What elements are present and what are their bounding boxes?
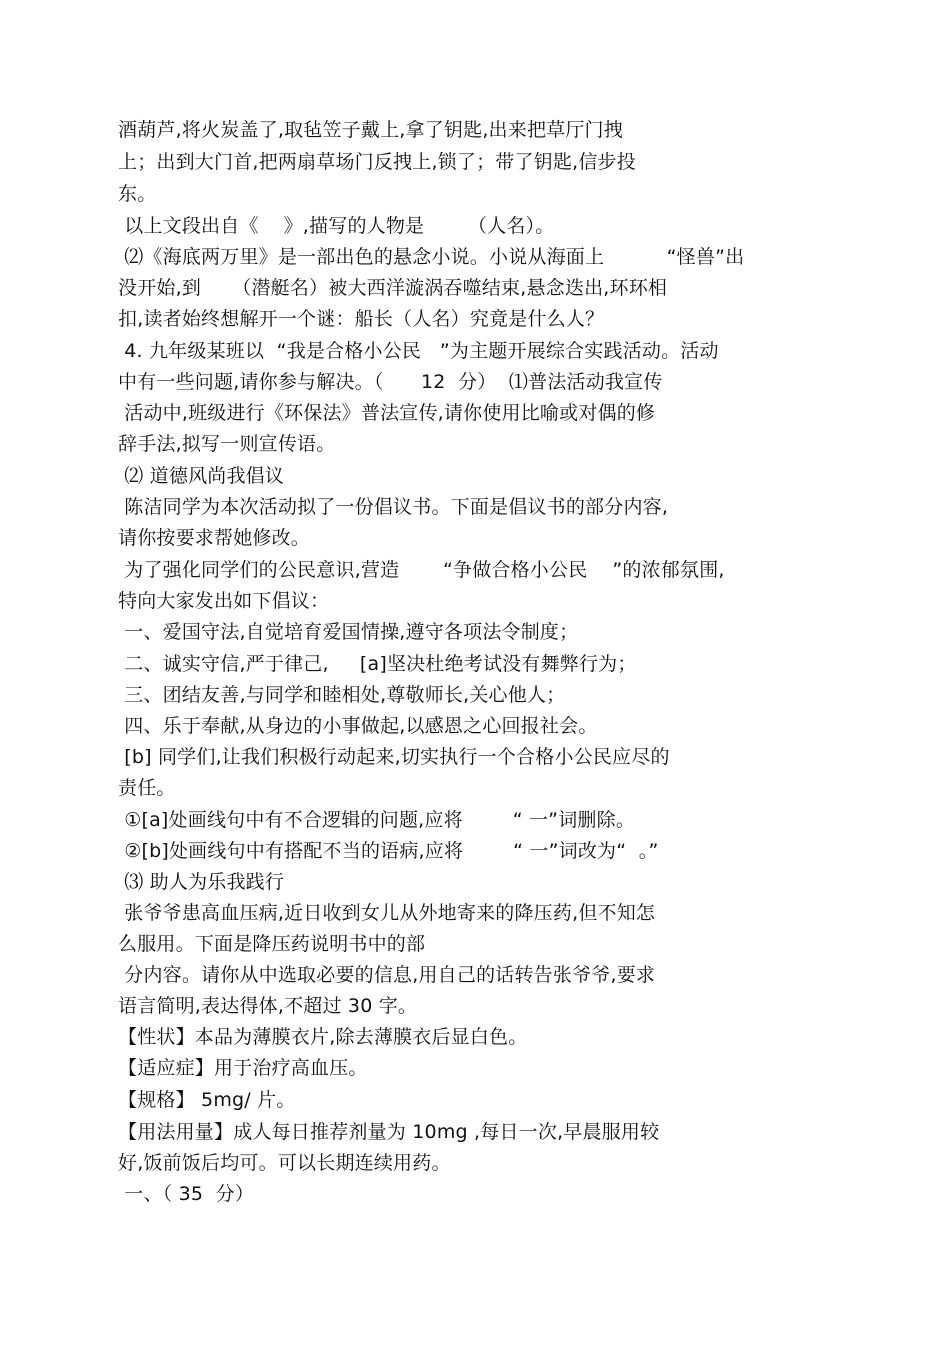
text-line: 【性状】本品为薄膜衣片,除去薄膜衣后显白色。	[118, 1026, 528, 1048]
text-line: 【适应症】用于治疗高血压。	[118, 1057, 368, 1079]
text-line: 二、诚实守信,严于律己, [a]坚决杜绝考试没有舞弊行为；	[118, 653, 637, 675]
text-line: 中有一些问题,请你参与解决。（ 12 分） ⑴普法活动我宣传	[118, 371, 663, 393]
text-line: 活动中,班级进行《环保法》普法宣传,请你使用比喻或对偶的修	[118, 402, 656, 424]
text-line: 语言简明,表达得体,不超过 30 字。	[118, 995, 418, 1017]
text-line: 三、团结友善,与同学和睦相处,尊敬师长,关心他人；	[118, 684, 566, 706]
text-line: 陈洁同学为本次活动拟了一份倡议书。下面是倡议书的部分内容,	[118, 496, 669, 518]
text-line: 东。	[118, 183, 157, 205]
text-line: [b] 同学们,让我们积极行动起来,切实执行一个合格小公民应尽的	[118, 746, 670, 768]
text-line: 辞手法,拟写一则宣传语。	[118, 433, 336, 455]
text-line: 一、爱国守法,自觉培育爱国情操,遵守各项法令制度；	[118, 621, 579, 643]
text-line: 以上文段出自《 》,描写的人物是 （人名）。	[118, 215, 555, 237]
text-line: 为了强化同学们的公民意识,营造 “争做合格小公民 ”的浓郁氛围,	[118, 559, 725, 581]
text-line: 好,饭前饭后均可。可以长期连续用药。	[118, 1152, 451, 1174]
text-line: 么服用。下面是降压药说明书中的部	[118, 933, 426, 955]
text-line: ⑵《海底两万里》是一部出色的悬念小说。小说从海面上 “怪兽”出	[118, 246, 745, 268]
text-line: 扣,读者始终想解开一个谜：船长（人名）究竟是什么人？	[118, 308, 605, 330]
text-line: 没开始,到 （潜艇名）被大西洋漩涡吞噬结束,悬念迭出,环环相	[118, 277, 668, 299]
text-line: 特向大家发出如下倡议：	[118, 590, 330, 612]
text-line: ⑵ 道德风尚我倡议	[118, 465, 285, 487]
text-line: 分内容。请你从中选取必要的信息,用自己的话转告张爷爷,要求	[118, 964, 656, 986]
text-line: 【规格】 5mg/ 片。	[118, 1089, 296, 1111]
text-line: 责任。	[118, 777, 176, 799]
text-line: ⑶ 助人为乐我践行	[118, 871, 285, 893]
text-line: 张爷爷患高血压病,近日收到女儿从外地寄来的降压药,但不知怎	[118, 902, 656, 924]
text-line: 【用法用量】成人每日推荐剂量为 10mg ,每日一次,早晨服用较	[118, 1121, 660, 1143]
text-line: ①[a]处画线句中有不合逻辑的问题,应将 “ 一”词删除。	[118, 809, 636, 831]
text-line: 四、乐于奉献,从身边的小事做起,以感恩之心回报社会。	[118, 715, 598, 737]
text-line: ②[b]处画线句中有搭配不当的语病,应将 “ 一”词改为“ 。”	[118, 840, 659, 862]
text-line: 4. 九年级某班以 “我是合格小公民 ”为主题开展综合实践活动。活动	[118, 340, 719, 362]
text-line: 一、（ 35 分）	[118, 1183, 255, 1205]
text-line: 酒葫芦,将火炭盖了,取毡笠子戴上,拿了钥匙,出来把草厅门拽	[118, 119, 623, 141]
text-line: 上；出到大门首,把两扇草场门反拽上,锁了；带了钥匙,信步投	[118, 151, 636, 173]
text-line: 请你按要求帮她修改。	[118, 527, 311, 549]
